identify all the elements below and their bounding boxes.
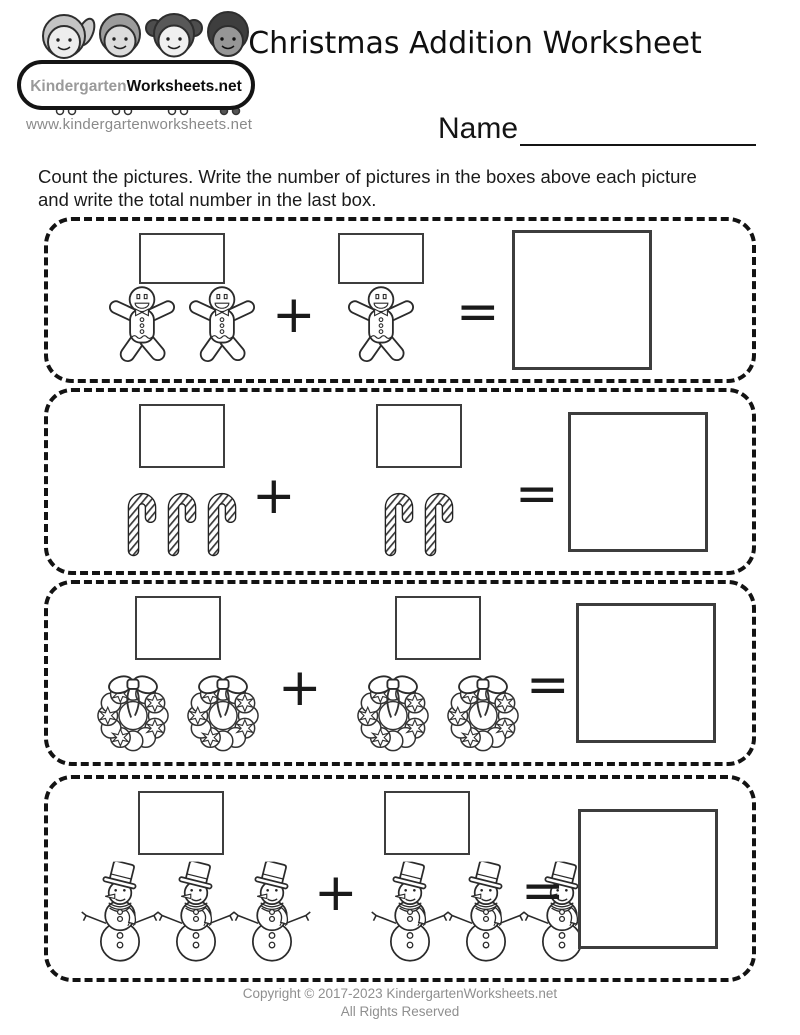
candy-cane-icon xyxy=(422,474,456,562)
addend1-group xyxy=(102,231,262,370)
snowman-icon xyxy=(80,855,160,969)
plus-operator: + xyxy=(314,863,358,923)
addend1-answer-box[interactable] xyxy=(138,791,224,855)
plus-operator: + xyxy=(252,466,296,526)
worksheet-row xyxy=(44,217,756,383)
addend1-pictures xyxy=(82,855,310,969)
addend1-answer-box[interactable] xyxy=(139,233,225,284)
row-content xyxy=(48,584,752,762)
name-row xyxy=(438,112,756,146)
worksheet-row xyxy=(44,580,756,766)
addend2-group xyxy=(338,231,424,370)
rights-text: All Rights Reserved xyxy=(340,1004,460,1020)
addend2-group xyxy=(348,594,528,753)
logo-kids-icon xyxy=(16,8,256,126)
row-content xyxy=(48,221,752,379)
plus-operator: + xyxy=(272,284,316,345)
instructions xyxy=(38,165,783,211)
gingerbread-man-icon xyxy=(183,284,261,370)
equals-operator: = xyxy=(456,282,500,342)
addend1-pictures xyxy=(88,667,268,753)
addend1-group xyxy=(122,402,242,562)
candy-cane-icon xyxy=(165,474,199,562)
page-title: Christmas Addition Worksheet xyxy=(248,26,702,61)
addend1-answer-box[interactable] xyxy=(139,404,225,468)
footer xyxy=(0,985,800,1021)
sum-answer-box[interactable] xyxy=(568,412,708,552)
row-content xyxy=(48,779,752,978)
gingerbread-man-icon xyxy=(103,284,181,370)
addend2-pictures xyxy=(372,855,600,969)
candy-cane-icon xyxy=(205,474,239,562)
addend2-pictures xyxy=(379,474,459,562)
plus-operator: + xyxy=(278,657,322,718)
snowman-icon xyxy=(232,855,312,969)
addend2-group xyxy=(372,789,600,969)
snowman-icon xyxy=(370,855,450,969)
addend2-answer-box[interactable] xyxy=(384,791,470,855)
equals-operator: = xyxy=(526,655,570,715)
candy-cane-icon xyxy=(382,474,416,562)
worksheet-row xyxy=(44,388,756,575)
addend1-group xyxy=(88,594,268,753)
addend1-pictures xyxy=(122,474,242,562)
wreath-icon xyxy=(177,667,269,753)
wreath-icon xyxy=(347,667,439,753)
wreath-icon xyxy=(437,667,529,753)
logo-brand-text xyxy=(30,78,242,95)
equals-operator: = xyxy=(515,463,559,524)
addend2-answer-box[interactable] xyxy=(376,404,462,468)
header xyxy=(0,0,800,216)
snowman-icon xyxy=(156,855,236,969)
sum-answer-box[interactable] xyxy=(578,809,718,949)
addend1-answer-box[interactable] xyxy=(135,596,221,660)
sum-answer-box[interactable] xyxy=(576,603,716,743)
row-content xyxy=(48,392,752,571)
addend2-pictures xyxy=(341,284,421,370)
worksheet-row xyxy=(44,775,756,982)
website-url: www.kindergartenworksheets.net xyxy=(26,116,253,133)
equals-operator: = xyxy=(521,860,565,921)
copyright-text: Copyright © 2017-2023 KindergartenWorksheets.net xyxy=(242,986,558,1001)
sum-answer-box[interactable] xyxy=(512,230,652,370)
instructions-line2: and write the total number in the last box. xyxy=(38,189,377,211)
logo-brand-part1: Kindergarten xyxy=(30,78,127,95)
addend1-group xyxy=(82,789,310,969)
addend2-group xyxy=(376,402,462,562)
addend1-pictures xyxy=(102,284,262,370)
addend2-answer-box[interactable] xyxy=(395,596,481,660)
worksheet-rows xyxy=(44,217,756,987)
gingerbread-man-icon xyxy=(342,284,420,370)
logo-brand-part2: Worksheets.net xyxy=(126,78,242,95)
candy-cane-icon xyxy=(125,474,159,562)
name-input-line[interactable] xyxy=(520,114,756,146)
wreath-icon xyxy=(87,667,179,753)
instructions-line1: Count the pictures. Write the number of pictures in the boxes above each picture xyxy=(38,166,697,187)
name-label: Name xyxy=(438,112,519,145)
snowman-icon xyxy=(446,855,526,969)
addend2-answer-box[interactable] xyxy=(338,233,424,284)
addend2-pictures xyxy=(348,667,528,753)
